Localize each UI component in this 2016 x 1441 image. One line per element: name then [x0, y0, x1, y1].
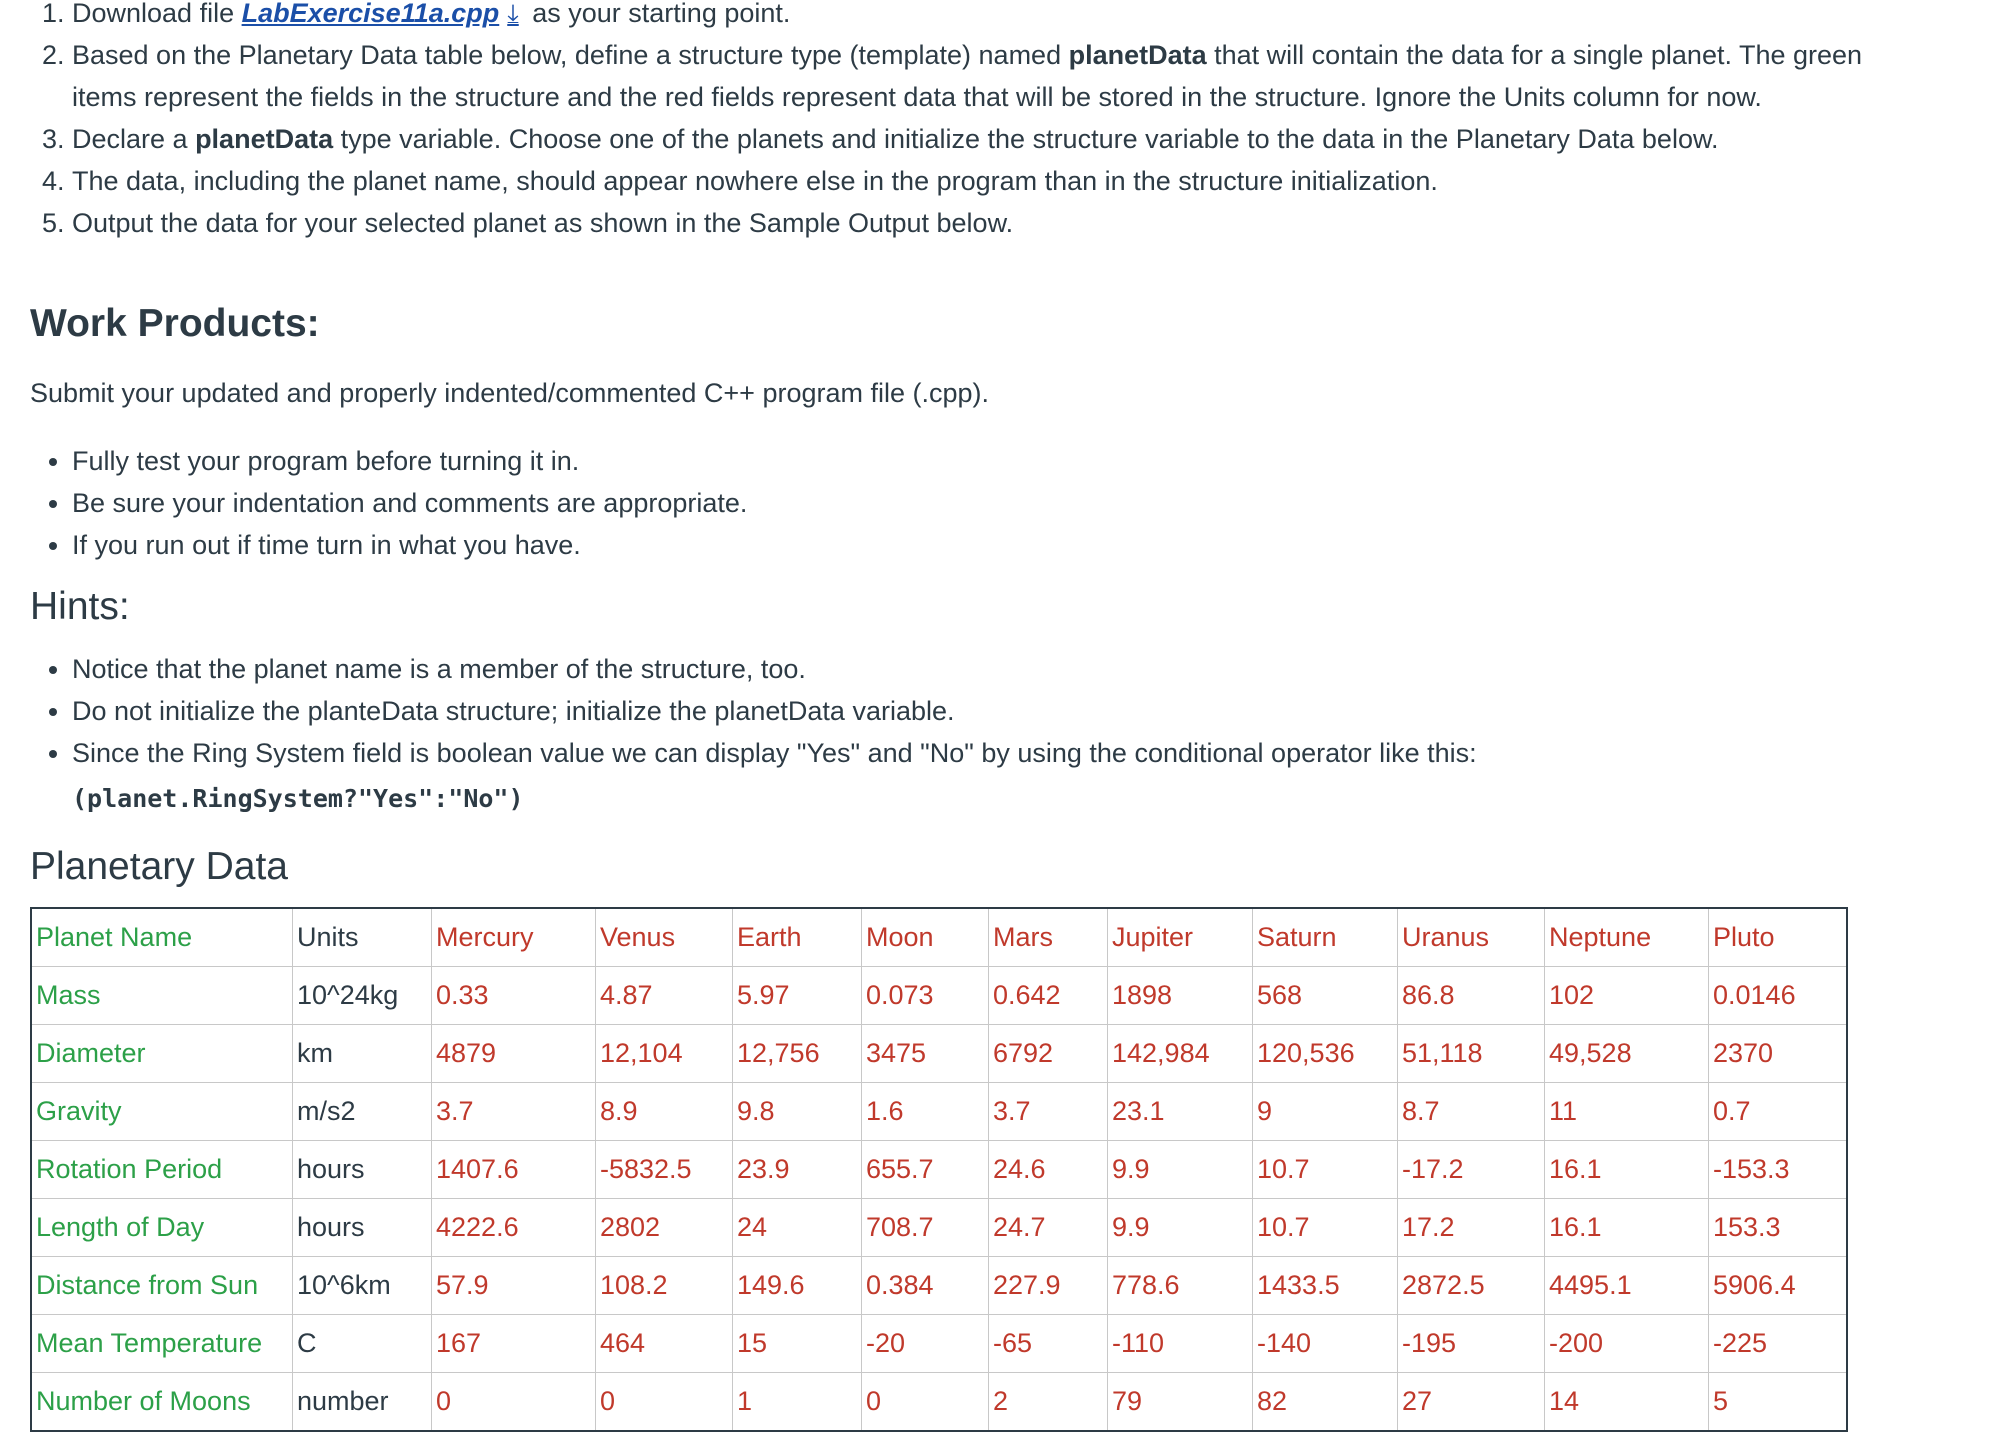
hints-heading: Hints: — [30, 585, 130, 628]
value-cell: 1433.5 — [1253, 1257, 1398, 1315]
unit-cell: hours — [293, 1141, 432, 1199]
value-cell: -5832.5 — [596, 1141, 733, 1199]
unit-cell: 10^24kg — [293, 967, 432, 1025]
value-cell: -17.2 — [1398, 1141, 1545, 1199]
value-cell: -20 — [862, 1315, 989, 1373]
value-cell: 2370 — [1709, 1025, 1848, 1083]
value-cell: 8.9 — [596, 1083, 733, 1141]
field-name-cell: Length of Day — [31, 1199, 293, 1257]
value-cell: 5.97 — [733, 967, 862, 1025]
value-cell: 14 — [1545, 1373, 1709, 1432]
field-name-cell: Diameter — [31, 1025, 293, 1083]
header-cell: Uranus — [1398, 908, 1545, 967]
value-cell: 4495.1 — [1545, 1257, 1709, 1315]
value-cell: 1898 — [1108, 967, 1253, 1025]
value-cell: 24.6 — [989, 1141, 1108, 1199]
value-cell: 167 — [432, 1315, 596, 1373]
value-cell: 9.8 — [733, 1083, 862, 1141]
value-cell: 149.6 — [733, 1257, 862, 1315]
starter-file-link[interactable]: LabExercise11a.cpp — [241, 0, 500, 28]
header-cell: Moon — [862, 908, 989, 967]
table-row — [31, 1257, 1847, 1315]
unit-cell: m/s2 — [293, 1083, 432, 1141]
value-cell: 23.1 — [1108, 1083, 1253, 1141]
table-row — [31, 1141, 1847, 1199]
value-cell: 11 — [1545, 1083, 1709, 1141]
value-cell: 12,756 — [733, 1025, 862, 1083]
header-cell: Mercury — [432, 908, 596, 967]
header-cell: Neptune — [1545, 908, 1709, 967]
value-cell: 24 — [733, 1199, 862, 1257]
value-cell: 655.7 — [862, 1141, 989, 1199]
value-cell: 4879 — [432, 1025, 596, 1083]
header-cell: Units — [293, 908, 432, 967]
value-cell: 51,118 — [1398, 1025, 1545, 1083]
value-cell: 4222.6 — [432, 1199, 596, 1257]
step-3: 3. Declare a planetData type variable. Choose one of the planets and initialize the structure variable to the data in the Planetary Data below. — [72, 118, 1872, 160]
step-2: 2. Based on the Planetary Data table below, define a structure type (template) named planetData that will contain the data for a single planet. The green items represent the fields in the structure and the red fields represent data that will be stored in the structure. Ignore the Units column for now. — [72, 34, 1872, 118]
field-name-cell: Mean Temperature — [31, 1315, 293, 1373]
value-cell: 4.87 — [596, 967, 733, 1025]
table-body — [31, 967, 1847, 1432]
value-cell: 9 — [1253, 1083, 1398, 1141]
value-cell: 153.3 — [1709, 1199, 1848, 1257]
value-cell: 708.7 — [862, 1199, 989, 1257]
unit-cell: km — [293, 1025, 432, 1083]
value-cell: -65 — [989, 1315, 1108, 1373]
header-cell: Saturn — [1253, 908, 1398, 967]
submit-instructions: Submit your updated and properly indented/commented C++ program file (.cpp). — [30, 378, 990, 408]
header-cell: Venus — [596, 908, 733, 967]
value-cell: 108.2 — [596, 1257, 733, 1315]
hints-list — [0, 648, 1872, 820]
value-cell: 0 — [862, 1373, 989, 1432]
struct-name: planetData — [195, 124, 334, 154]
table-row — [31, 1083, 1847, 1141]
value-cell: 10.7 — [1253, 1199, 1398, 1257]
value-cell: 3475 — [862, 1025, 989, 1083]
value-cell: 5 — [1709, 1373, 1848, 1432]
header-cell: Earth — [733, 908, 862, 967]
value-cell: -110 — [1108, 1315, 1253, 1373]
value-cell: 23.9 — [733, 1141, 862, 1199]
unit-cell: hours — [293, 1199, 432, 1257]
value-cell: 3.7 — [989, 1083, 1108, 1141]
list-item: • Fully test your program before turning it in. — [72, 440, 1872, 482]
unit-cell: number — [293, 1373, 432, 1432]
value-cell: 8.7 — [1398, 1083, 1545, 1141]
unit-cell: 10^6km — [293, 1257, 432, 1315]
value-cell: 5906.4 — [1709, 1257, 1848, 1315]
value-cell: 1407.6 — [432, 1141, 596, 1199]
table-row — [31, 1373, 1847, 1432]
value-cell: 464 — [596, 1315, 733, 1373]
value-cell: 0.7 — [1709, 1083, 1848, 1141]
value-cell: 0 — [432, 1373, 596, 1432]
list-item: • Since the Ring System field is boolean value we can display "Yes" and "No" by using the conditional operator like this: (planet.RingSystem?"Yes":"No") — [72, 732, 1872, 820]
list-item: • Do not initialize the planteData structure; initialize the planetData variable. — [72, 690, 1872, 732]
instruction-steps — [0, 0, 1872, 244]
value-cell: 227.9 — [989, 1257, 1108, 1315]
field-name-cell: Rotation Period — [31, 1141, 293, 1199]
download-icon[interactable]: ⤓ — [507, 0, 519, 28]
header-cell: Pluto — [1709, 908, 1848, 967]
header-cell: Jupiter — [1108, 908, 1253, 967]
value-cell: 142,984 — [1108, 1025, 1253, 1083]
value-cell: 1.6 — [862, 1083, 989, 1141]
table-header-row — [31, 908, 1847, 967]
step-1: 1. Download file LabExercise11a.cpp ⤓ as your starting point. — [72, 0, 1872, 34]
value-cell: 12,104 — [596, 1025, 733, 1083]
struct-name: planetData — [1068, 40, 1207, 70]
list-item: • If you run out if time turn in what you have. — [72, 524, 1872, 566]
code-snippet: (planet.RingSystem?"Yes":"No") — [72, 784, 524, 813]
table-row — [31, 1025, 1847, 1083]
value-cell: 2802 — [596, 1199, 733, 1257]
value-cell: 27 — [1398, 1373, 1545, 1432]
value-cell: 57.9 — [432, 1257, 596, 1315]
step-5: 5. Output the data for your selected planet as shown in the Sample Output below. — [72, 202, 1872, 244]
value-cell: 0.384 — [862, 1257, 989, 1315]
value-cell: -195 — [1398, 1315, 1545, 1373]
value-cell: 16.1 — [1545, 1141, 1709, 1199]
field-name-cell: Gravity — [31, 1083, 293, 1141]
value-cell: 24.7 — [989, 1199, 1108, 1257]
planetary-data-heading: Planetary Data — [30, 845, 288, 888]
value-cell: 0 — [596, 1373, 733, 1432]
table-row — [31, 967, 1847, 1025]
value-cell: 778.6 — [1108, 1257, 1253, 1315]
header-cell: Planet Name — [31, 908, 293, 967]
value-cell: 3.7 — [432, 1083, 596, 1141]
value-cell: 9.9 — [1108, 1141, 1253, 1199]
table-row — [31, 1315, 1847, 1373]
value-cell: 10.7 — [1253, 1141, 1398, 1199]
field-name-cell: Distance from Sun — [31, 1257, 293, 1315]
value-cell: 2872.5 — [1398, 1257, 1545, 1315]
table-row — [31, 1199, 1847, 1257]
list-item: • Notice that the planet name is a member of the structure, too. — [72, 648, 1872, 690]
field-name-cell: Number of Moons — [31, 1373, 293, 1432]
value-cell: 49,528 — [1545, 1025, 1709, 1083]
value-cell: 568 — [1253, 967, 1398, 1025]
value-cell: 0.073 — [862, 967, 989, 1025]
value-cell: -153.3 — [1709, 1141, 1848, 1199]
value-cell: 6792 — [989, 1025, 1108, 1083]
value-cell: 86.8 — [1398, 967, 1545, 1025]
value-cell: -200 — [1545, 1315, 1709, 1373]
unit-cell: C — [293, 1315, 432, 1373]
value-cell: 0.33 — [432, 967, 596, 1025]
value-cell: 102 — [1545, 967, 1709, 1025]
value-cell: 79 — [1108, 1373, 1253, 1432]
list-item: • Be sure your indentation and comments are appropriate. — [72, 482, 1872, 524]
value-cell: 2 — [989, 1373, 1108, 1432]
value-cell: 15 — [733, 1315, 862, 1373]
value-cell: 9.9 — [1108, 1199, 1253, 1257]
step-4: 4. The data, including the planet name, should appear nowhere else in the program than in the structure initialization. — [72, 160, 1872, 202]
value-cell: 82 — [1253, 1373, 1398, 1432]
work-products-heading: Work Products: — [30, 302, 320, 345]
value-cell: -225 — [1709, 1315, 1848, 1373]
value-cell: -140 — [1253, 1315, 1398, 1373]
value-cell: 0.642 — [989, 967, 1108, 1025]
value-cell: 120,536 — [1253, 1025, 1398, 1083]
value-cell: 0.0146 — [1709, 967, 1848, 1025]
value-cell: 16.1 — [1545, 1199, 1709, 1257]
value-cell: 1 — [733, 1373, 862, 1432]
planetary-data-table — [30, 907, 1848, 1432]
work-products-list — [0, 440, 1872, 566]
header-cell: Mars — [989, 908, 1108, 967]
value-cell: 17.2 — [1398, 1199, 1545, 1257]
field-name-cell: Mass — [31, 967, 293, 1025]
